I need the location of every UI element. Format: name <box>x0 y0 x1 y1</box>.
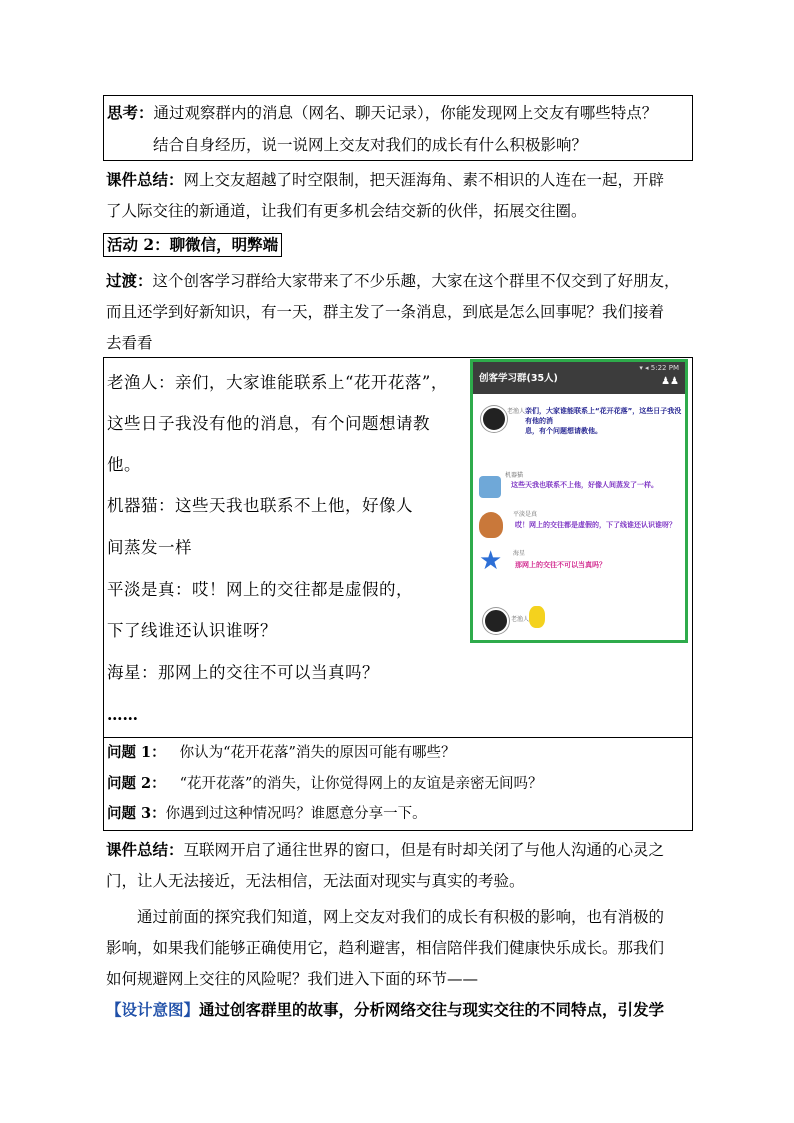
message-text: 那网上的交往不可以当真吗？ <box>515 561 606 569</box>
summary1-line2: 了人际交往的新通道，让我们有更多机会结交新的伙伴，拓展交往圈。 <box>106 202 587 220</box>
sender-name: 机器猫 <box>505 472 524 479</box>
question-label: 问题 1： <box>107 744 166 761</box>
message-line: 亲们，大家谁能联系上“花开花落”，这些日子我没有他的消 <box>525 407 682 425</box>
transition-line1 <box>106 271 680 291</box>
dialog-line: 下了线谁还认识谁呀？ <box>107 621 277 640</box>
summary2-text1: 互联网开启了通往世界的窗口，但是有时却关闭了与他人沟通的心灵之 <box>183 841 665 859</box>
transition-label: 过渡： <box>106 271 153 290</box>
sender-name: 平淡是真 <box>513 511 538 518</box>
think-line2: 结合自身经历，说一说网上交友对我们的成长有什么积极影响？ <box>153 136 588 154</box>
transition-text1: 这个创客学习群给大家带来了不少乐趣，大家在这个群里不仅交到了好朋友， <box>152 272 680 290</box>
dialog-line: 老渔人：亲们，大家谁能联系上“花开花落”， <box>107 373 448 392</box>
avatar <box>479 476 501 498</box>
transition-line3: 去看看 <box>106 334 153 352</box>
think-line1 <box>107 103 657 123</box>
question-text: 你认为“花开花落”消失的原因可能有哪些？ <box>179 745 456 761</box>
design-text: 通过创客群里的故事，分析网络交往与现实交往的不同特点，引发学 <box>199 1000 665 1019</box>
sender-name: 老渔人 <box>507 408 526 415</box>
question-text: “花开花落”的消失，让你觉得网上的友谊是亲密无间吗？ <box>179 776 543 792</box>
dialog-ellipsis: …… <box>107 705 138 724</box>
think-text1: 通过观察群内的消息（网名、聊天记录），你能发现网上交友有哪些特点？ <box>153 104 658 122</box>
dialog-line: 机器猫：这些天我也联系不上他，好像人 <box>107 496 413 515</box>
question-label: 问题 3： <box>107 805 166 822</box>
summary2-line1 <box>106 840 664 860</box>
chat-screenshot <box>470 359 688 643</box>
transition-line2: 而且还学到好新知识，有一天，群主发了一条消息，到底是怎么回事呢？我们接着 <box>106 303 665 321</box>
summary2-label: 课件总结： <box>106 840 184 859</box>
para-line2: 影响，如果我们能够正确使用它，趋利避害，相信陪伴我们健康快乐成长。那我们 <box>106 939 665 957</box>
status-bar: ▾ ◂ 5:22 PM <box>639 364 679 372</box>
avatar <box>481 406 507 432</box>
question-1 <box>107 743 455 763</box>
dialog-line: 他。 <box>107 455 141 474</box>
message-line: 息，有个问题想请教他。 <box>525 427 602 435</box>
question-2 <box>107 774 542 794</box>
message-text <box>525 406 685 436</box>
emoji-icon <box>529 606 545 628</box>
chat-title: 创客学习群(35人) <box>479 373 558 384</box>
summary2-line2: 门，让人无法接近，无法相信，无法面对现实与真实的考验。 <box>106 872 525 890</box>
starfish-icon: ★ <box>479 546 503 576</box>
summary1-label: 课件总结： <box>106 170 184 189</box>
question-label: 问题 2： <box>107 775 166 792</box>
message-text: 这些天我也联系不上他，好像人间蒸发了一样。 <box>511 481 658 489</box>
sender-name: 海星 <box>513 550 526 557</box>
summary1-text1: 网上交友超越了时空限制，把天涯海角、素不相识的人连在一起，开辟 <box>183 171 665 189</box>
avatar <box>479 512 503 538</box>
summary1-line1 <box>106 170 664 190</box>
message-text: 哎！网上的交往都是虚假的，下了线谁还认识谁呀？ <box>515 521 676 529</box>
activity2-title: 活动 2：聊微信，明弊端 <box>107 235 279 254</box>
para-line3: 如何规避网上交往的风险呢？我们进入下面的环节—— <box>106 970 479 988</box>
design-label: 【设计意图】 <box>106 1000 200 1019</box>
people-icon: ♟♟ <box>661 376 679 387</box>
avatar <box>483 608 509 634</box>
dialog-line: 海星：那网上的交往不可以当真吗？ <box>107 663 379 682</box>
dialog-line: 间蒸发一样 <box>107 538 192 557</box>
dialog-line: 平淡是真：哎！网上的交往都是虚假的， <box>107 580 413 599</box>
dialog-line: 这些日子我没有他的消息，有个问题想请教 <box>107 414 430 433</box>
questions-rule <box>103 737 693 738</box>
question-3 <box>107 804 427 824</box>
question-text: 你遇到过这种情况吗？谁愿意分享一下。 <box>165 806 427 822</box>
design-intent <box>106 1000 664 1020</box>
sender-name: 老渔人 <box>511 616 530 623</box>
chat-title-bar <box>473 362 685 394</box>
think-label: 思考： <box>107 103 154 122</box>
para-line1: 通过前面的探究我们知道，网上交友对我们的成长有积极的影响，也有消极的 <box>137 908 665 926</box>
